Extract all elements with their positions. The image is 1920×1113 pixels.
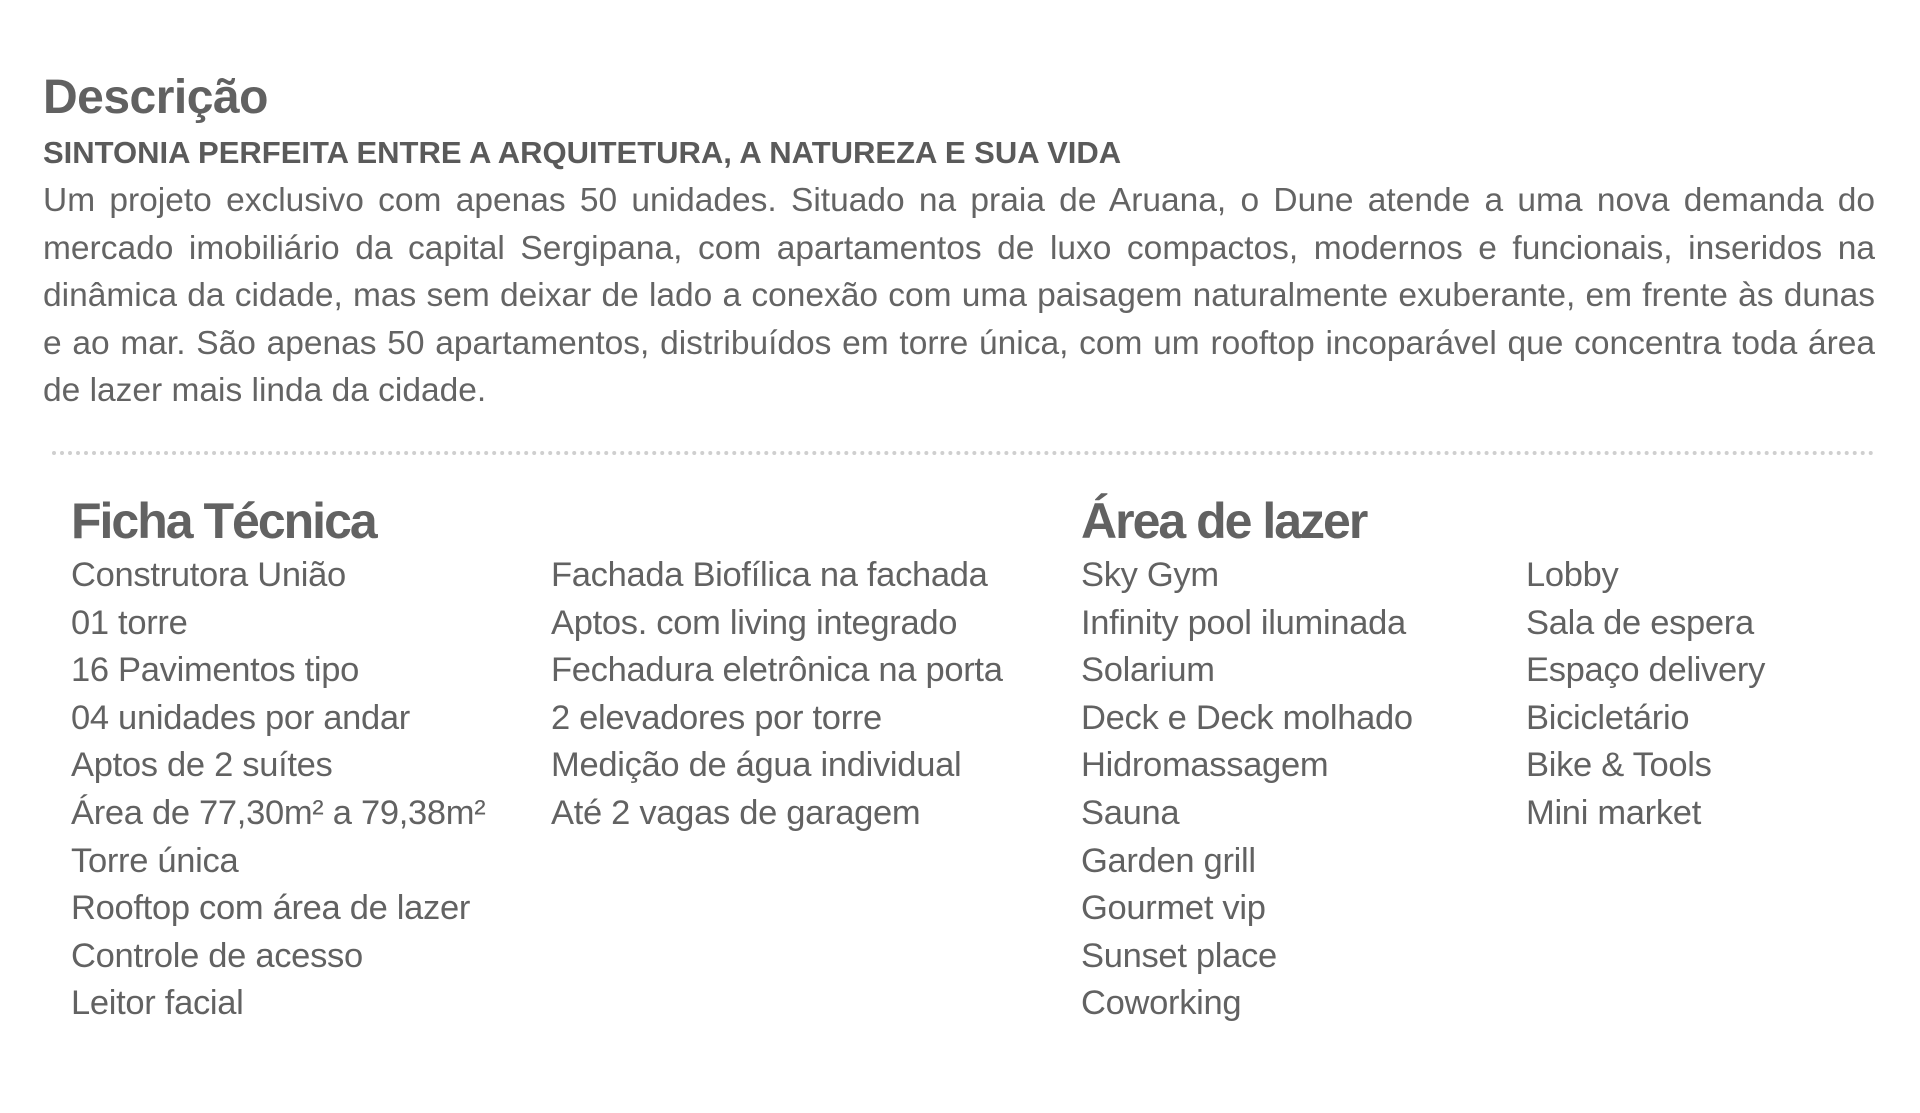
list-item: Aptos de 2 suítes (71, 746, 333, 785)
area-lazer-column-2 (1526, 490, 1765, 838)
list-item: Área de 77,30m² a 79,38m² (71, 793, 486, 832)
list-item: Bicicletário (1526, 698, 1690, 737)
ficha-tecnica-column-1 (71, 490, 485, 1028)
ficha-tecnica-list-1 (71, 552, 485, 1028)
list-item: Coworking (1081, 984, 1242, 1023)
list-item: Controle de acesso (71, 936, 363, 975)
list-item: Até 2 vagas de garagem (551, 793, 921, 832)
column-spacer (551, 490, 1003, 552)
list-item: Bike & Tools (1526, 746, 1712, 785)
area-lazer-list-2 (1526, 552, 1765, 838)
description-body: Um projeto exclusivo com apenas 50 unidades. Situado na praia de Aruana, o Dune atende a uma nova demanda do mercado imobiliário da capital Sergipana, com apartamentos de luxo compactos, modernos e funcionais, inseridos na dinâmica da cidade, mas sem deixar de lado a conexão com uma paisagem naturalmente exuberante, em frente às dunas e ao mar. São apenas 50 apartamentos, distribuídos em torre única, com um rooftop incoparável que concentra toda área de lazer mais linda da cidade. (43, 182, 1875, 409)
list-item: Lobby (1526, 556, 1619, 594)
list-item: Sala de espera (1526, 603, 1754, 642)
area-lazer-list-1 (1081, 552, 1413, 1028)
list-item: Fechadura eletrônica na porta (551, 651, 1003, 690)
list-item: Aptos. com living integrado (551, 603, 958, 642)
list-item: 2 elevadores por torre (551, 698, 882, 737)
list-item: Solarium (1081, 651, 1215, 690)
ficha-tecnica-list-2 (551, 552, 1003, 838)
list-item: Garden grill (1081, 841, 1256, 880)
list-item: Hidromassagem (1081, 746, 1329, 785)
column-spacer (1526, 490, 1765, 552)
ficha-tecnica-title: Ficha Técnica (71, 493, 376, 549)
list-item: Sky Gym (1081, 556, 1219, 594)
list-item: Medição de água individual (551, 746, 962, 785)
list-item: Torre única (71, 841, 239, 880)
list-item: Mini market (1526, 793, 1701, 832)
list-item: 01 torre (71, 603, 188, 642)
list-item: Sauna (1081, 793, 1180, 832)
dotted-divider (52, 451, 1875, 455)
area-lazer-title: Área de lazer (1081, 493, 1367, 549)
list-item: Construtora União (71, 556, 346, 594)
list-item: 04 unidades por andar (71, 698, 410, 737)
list-item: Leitor facial (71, 984, 244, 1023)
list-item: Sunset place (1081, 936, 1277, 975)
ficha-tecnica-column-2 (551, 490, 1003, 838)
list-item: Infinity pool iluminada (1081, 603, 1406, 642)
list-item: Deck e Deck molhado (1081, 698, 1413, 737)
list-item: 16 Pavimentos tipo (71, 651, 360, 690)
list-item: Espaço delivery (1526, 651, 1766, 690)
description-title: Descrição (43, 71, 268, 124)
list-item: Rooftop com área de lazer (71, 889, 471, 928)
list-item: Fachada Biofílica na fachada (551, 556, 988, 594)
area-lazer-column-1 (1081, 490, 1413, 1028)
list-item: Gourmet vip (1081, 889, 1266, 928)
description-subtitle: SINTONIA PERFEITA ENTRE A ARQUITETURA, A NATUREZA E SUA VIDA (43, 135, 1122, 170)
